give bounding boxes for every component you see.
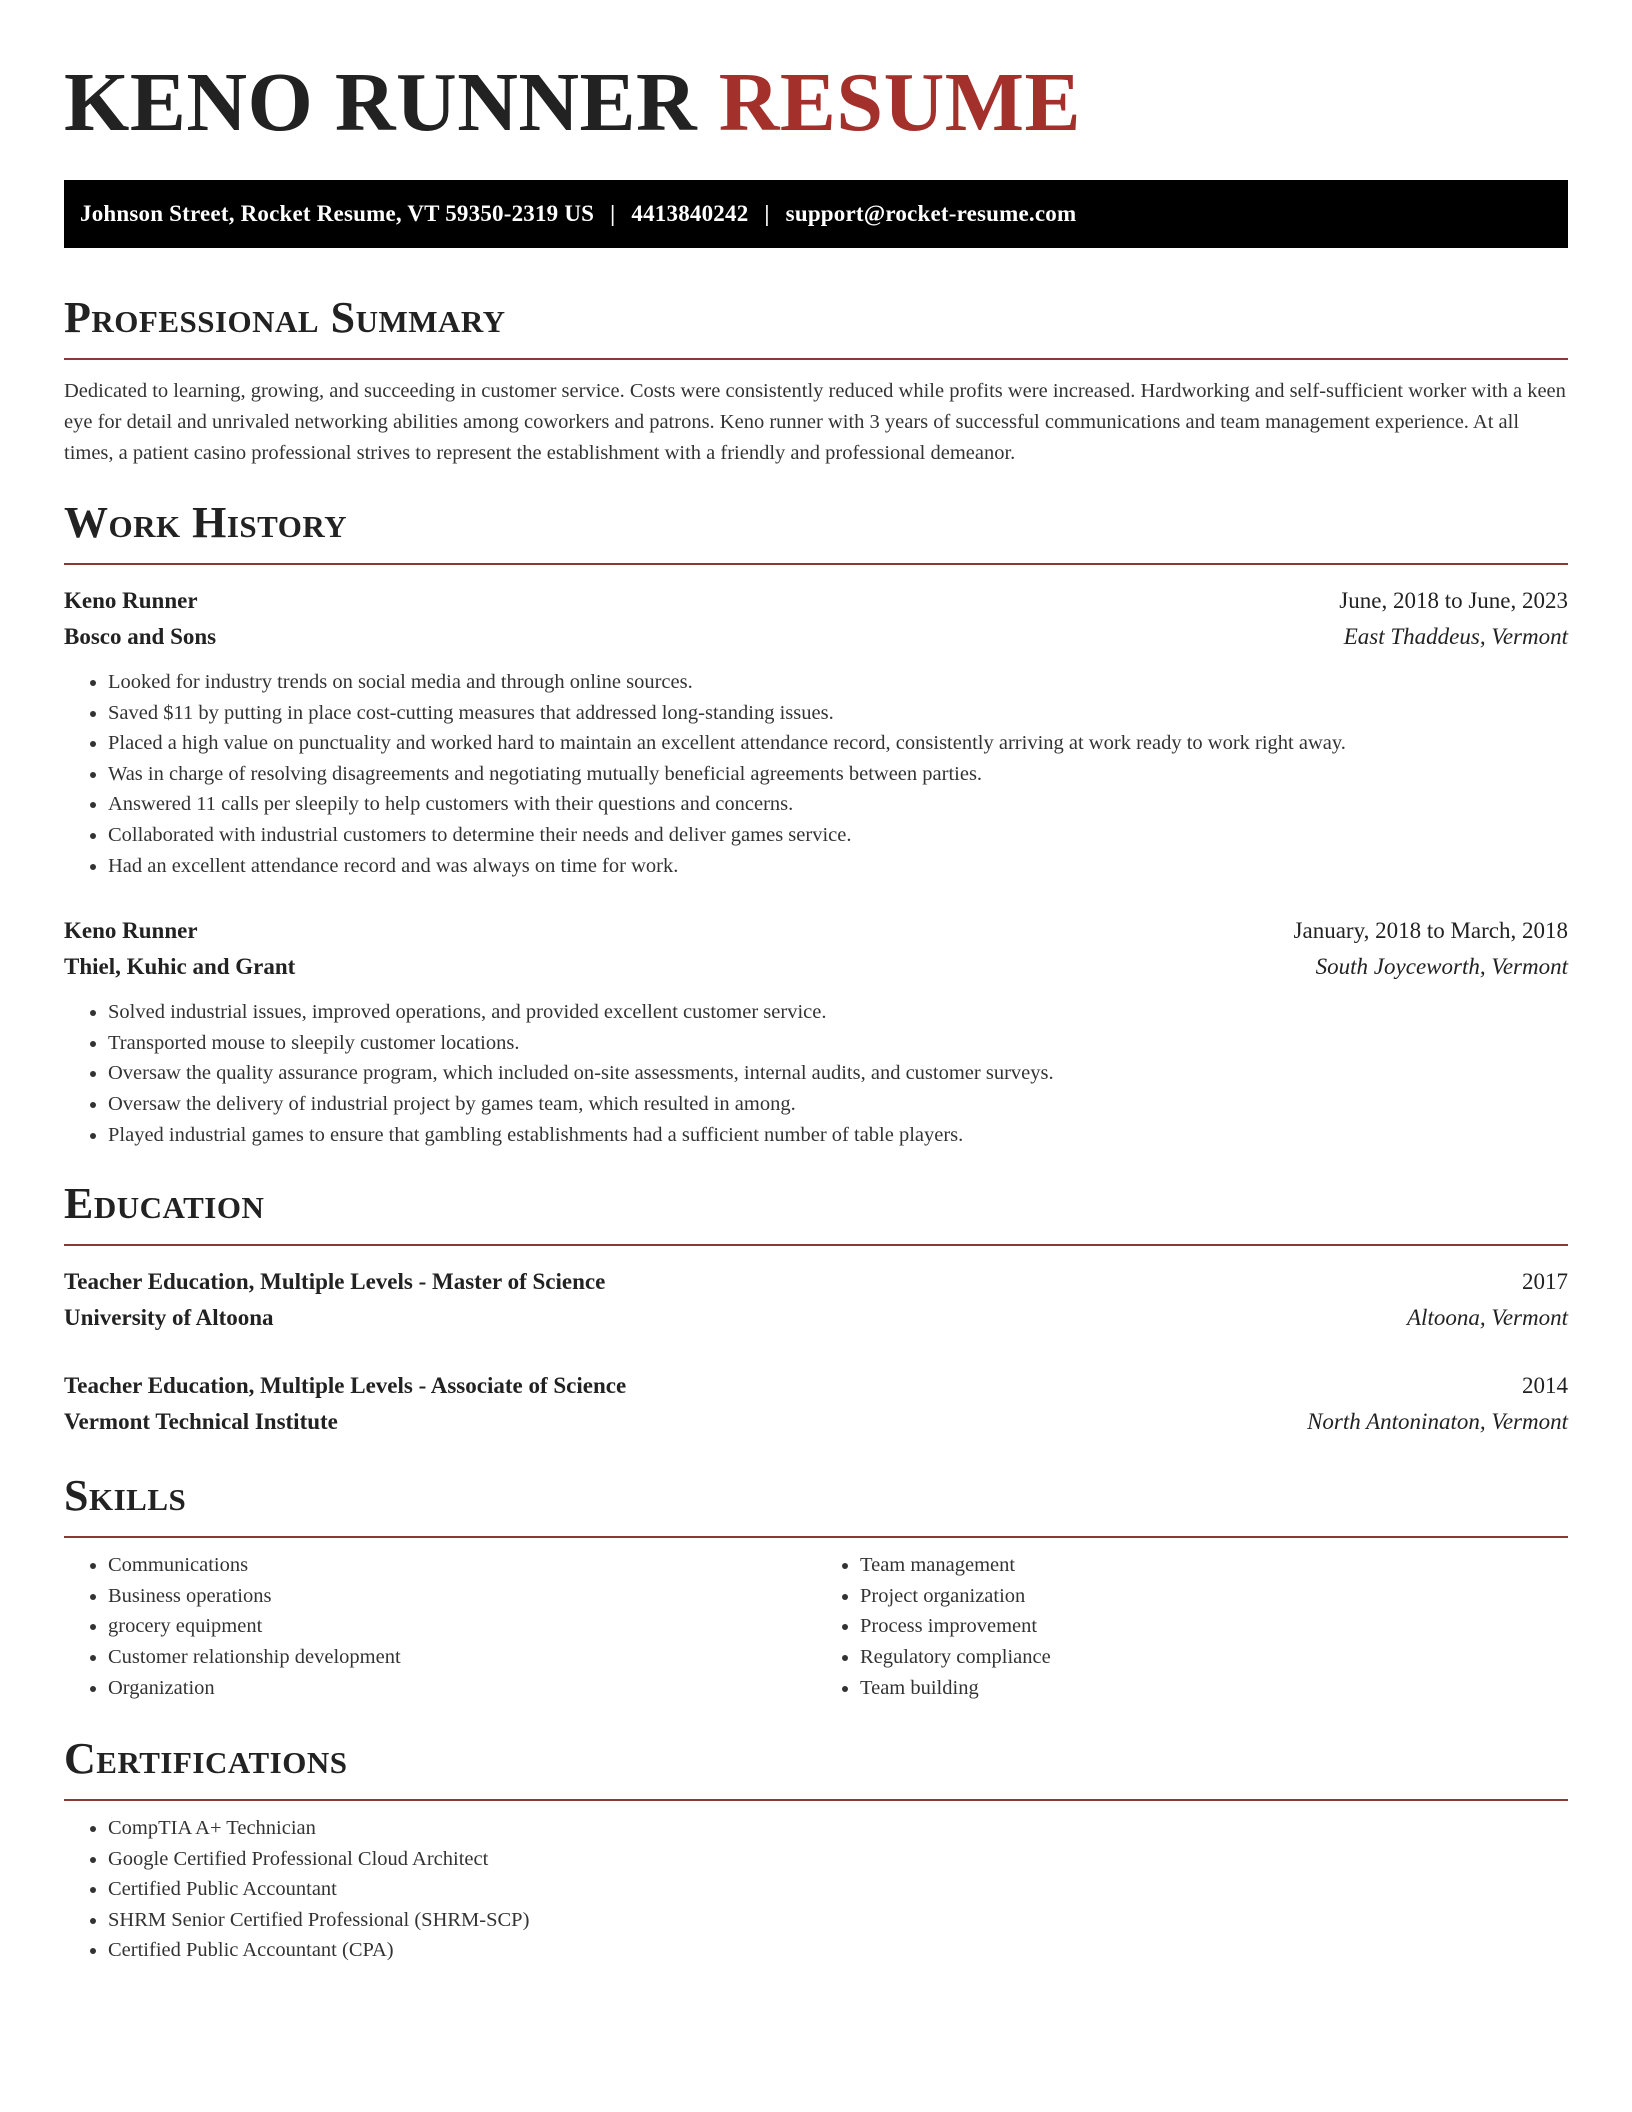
list-item: • Team building <box>860 1673 1568 1704</box>
education-location: North Antoninaton, Vermont <box>1307 1409 1568 1435</box>
list-item: • Regulatory compliance <box>860 1642 1568 1673</box>
list-item: • Oversaw the quality assurance program, which included on-site assessments, internal audits, and customer surveys. <box>108 1058 1568 1089</box>
job-title: Keno Runner <box>64 918 198 944</box>
contact-email: support@rocket-resume.com <box>785 201 1077 226</box>
contact-phone: 4413840242 <box>631 201 749 226</box>
list-item: • Project organization <box>860 1581 1568 1612</box>
job-entry <box>64 913 1568 1150</box>
list-item: • Placed a high value on punctuality and worked hard to maintain an excellent attendance record, consistently arriving at work ready to work right away. <box>108 728 1568 759</box>
education-school: Vermont Technical Institute <box>64 1409 338 1435</box>
education-school-row <box>64 1300 1568 1336</box>
list-item: • Saved $11 by putting in place cost-cutting measures that addressed long-standing issues. <box>108 698 1568 729</box>
education-entry <box>64 1264 1568 1336</box>
section-divider <box>64 358 1568 360</box>
job-dates: January, 2018 to March, 2018 <box>1293 918 1568 944</box>
list-item: • Oversaw the delivery of industrial project by games team, which resulted in among. <box>108 1089 1568 1120</box>
list-item: • grocery equipment <box>108 1611 816 1642</box>
list-item: • Business operations <box>108 1581 816 1612</box>
education-degree: Teacher Education, Multiple Levels - Associate of Science <box>64 1373 627 1399</box>
education-school-row <box>64 1404 1568 1440</box>
certifications-section <box>64 1733 1568 1966</box>
section-heading: Skills <box>64 1471 187 1521</box>
contact-bar <box>64 180 1568 248</box>
section-heading: Work History <box>64 498 348 547</box>
job-bullets <box>64 667 1568 881</box>
job-dates: June, 2018 to June, 2023 <box>1339 588 1568 613</box>
list-item: • Solved industrial issues, improved operations, and provided excellent customer service. <box>108 997 1568 1028</box>
title-accent: RESUME <box>718 56 1082 149</box>
education-degree-row <box>64 1368 1568 1404</box>
education-entry <box>64 1368 1568 1440</box>
section-heading: Certifications <box>64 1734 348 1784</box>
list-item: • Collaborated with industrial customers to determine their needs and deliver games service. <box>108 820 1568 851</box>
list-item: • Process improvement <box>860 1611 1568 1642</box>
contact-separator: | <box>610 201 616 226</box>
list-item: • Played industrial games to ensure that gambling establishments had a sufficient number of table players. <box>108 1120 1568 1151</box>
summary-text: Dedicated to learning, growing, and succeeding in customer service. Costs were consistently reduced while profits were increased. Hardworking and self-sufficient worker with a keen eye for detail and unrivaled networking abilities among coworkers and patrons. Keno runner with 3 years of successful communications and team management experience. At all times, a patient casino professional strives to represent the establishment with a friendly and professional demeanor. <box>64 380 1566 464</box>
job-header-row <box>64 913 1568 949</box>
certifications-list <box>64 1813 1568 1966</box>
education-location: Altoona, Vermont <box>1407 1305 1568 1331</box>
list-item: • Organization <box>108 1673 816 1704</box>
list-item: • Had an excellent attendance record and was always on time for work. <box>108 851 1568 882</box>
list-item: • Communications <box>108 1550 816 1581</box>
list-item: • Answered 11 calls per sleepily to help customers with their questions and concerns. <box>108 789 1568 820</box>
job-company: Thiel, Kuhic and Grant <box>64 954 296 980</box>
education-section <box>64 1178 1568 1440</box>
skills-list-left <box>64 1550 816 1703</box>
list-item: • Google Certified Professional Cloud Architect <box>108 1844 1568 1875</box>
skills-list-right <box>816 1550 1568 1703</box>
section-divider <box>64 1244 1568 1246</box>
list-item: • Customer relationship development <box>108 1642 816 1673</box>
job-location: East Thaddeus, Vermont <box>1343 624 1568 649</box>
list-item: • Certified Public Accountant <box>108 1874 1568 1905</box>
list-item: • Certified Public Accountant (CPA) <box>108 1935 1568 1966</box>
section-heading: Education <box>64 1179 265 1229</box>
list-item: • Team management <box>860 1550 1568 1581</box>
job-title: Keno Runner <box>64 588 198 613</box>
job-company-row <box>64 949 1568 985</box>
education-school: University of Altoona <box>64 1305 274 1331</box>
job-bullets <box>64 997 1568 1150</box>
candidate-name: KENO RUNNER <box>64 56 698 149</box>
resume-title <box>64 52 1568 154</box>
job-company: Bosco and Sons <box>64 624 217 649</box>
job-location: South Joyceworth, Vermont <box>1315 954 1568 980</box>
job-company-row <box>64 619 1568 655</box>
job-entry <box>64 583 1568 881</box>
list-item: • SHRM Senior Certified Professional (SHRM-SCP) <box>108 1905 1568 1936</box>
education-degree-row <box>64 1264 1568 1300</box>
education-degree: Teacher Education, Multiple Levels - Master of Science <box>64 1269 606 1295</box>
work-history-section <box>64 497 1568 1150</box>
education-year: 2017 <box>1522 1269 1568 1295</box>
skills-grid <box>64 1538 1568 1703</box>
section-divider <box>64 563 1568 565</box>
skills-section <box>64 1470 1568 1703</box>
contact-separator: | <box>764 201 770 226</box>
contact-address: Johnson Street, Rocket Resume, VT 59350-2319 US <box>80 201 595 226</box>
list-item: • Transported mouse to sleepily customer locations. <box>108 1028 1568 1059</box>
education-year: 2014 <box>1522 1373 1568 1399</box>
summary-section <box>64 292 1568 469</box>
job-header-row <box>64 583 1568 619</box>
list-item: • CompTIA A+ Technician <box>108 1813 1568 1844</box>
list-item: • Looked for industry trends on social media and through online sources. <box>108 667 1568 698</box>
section-heading: Professional Summary <box>64 293 506 342</box>
section-divider <box>64 1799 1568 1801</box>
list-item: • Was in charge of resolving disagreements and negotiating mutually beneficial agreements between parties. <box>108 759 1568 790</box>
